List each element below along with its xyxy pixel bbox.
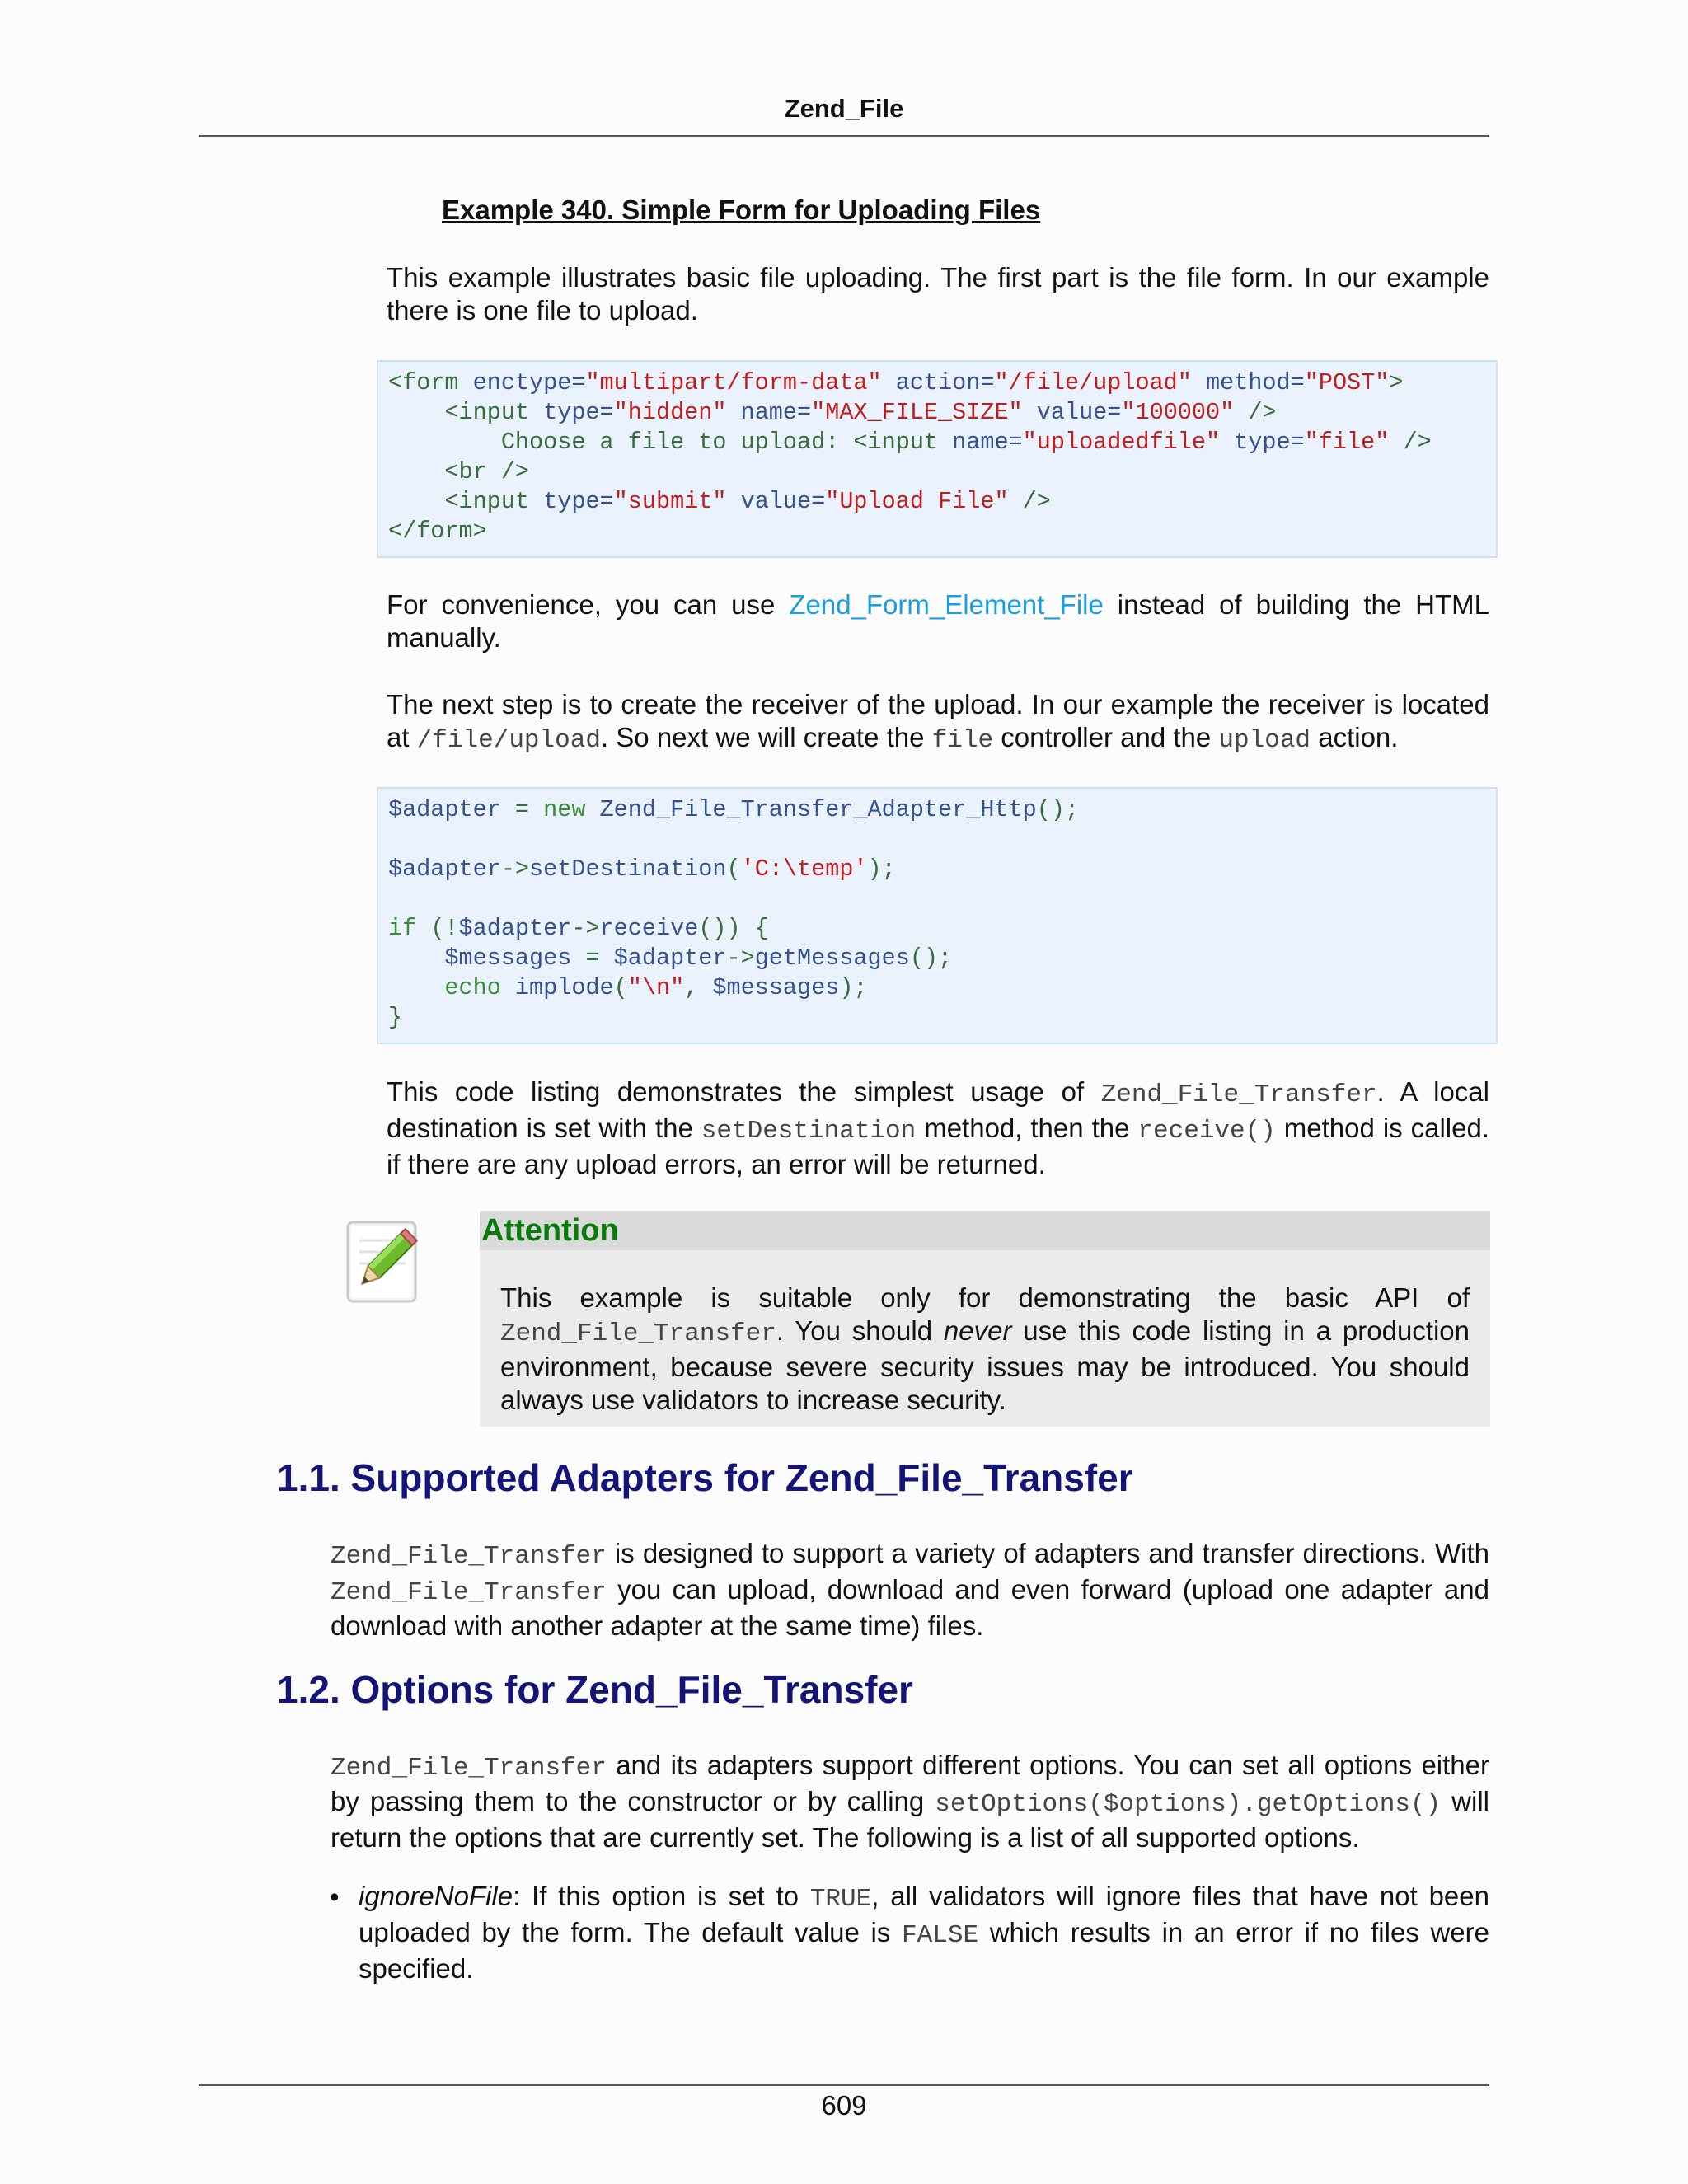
- pencil-note-icon: [340, 1216, 422, 1308]
- code-token: if: [388, 915, 417, 942]
- text: method is called.: [1275, 1113, 1489, 1143]
- running-head: Zend_File: [784, 94, 904, 123]
- section-1-1-paragraph: [331, 1537, 1489, 1643]
- example-title: Example 340. Simple Form for Uploading Files: [442, 194, 1041, 225]
- ignore-no-file-line-3: specified.: [359, 1953, 474, 1984]
- section-heading-1-2: 1.2. Options for Zend_File_Transfer: [277, 1668, 913, 1711]
- code-token: <input: [388, 488, 544, 515]
- code-token: <br />: [388, 458, 530, 485]
- code-token: getMessages: [754, 944, 910, 972]
- text: method, then the: [916, 1113, 1138, 1143]
- code-token: method=: [1191, 369, 1305, 396]
- intro-line-2: there is one file to upload.: [387, 295, 698, 326]
- page-number: 609: [821, 2090, 867, 2121]
- code-token: "uploadedfile": [1022, 429, 1221, 456]
- form-code: [388, 368, 1486, 546]
- code-token: echo: [388, 974, 501, 1001]
- code-token: value=: [726, 488, 826, 515]
- code-token: );: [839, 974, 868, 1001]
- listing-paragraph: [387, 1076, 1489, 1181]
- next-step-line-1: The next step is to create the receiver of the upload. In our example the receiver is located: [387, 689, 1489, 719]
- text: and its adapters support different options. You can set all options either: [606, 1750, 1489, 1780]
- code-token: (!: [416, 915, 459, 942]
- text: you can upload, download and even forward (upload one adapter and: [606, 1574, 1489, 1605]
- code-token: implode: [500, 974, 614, 1001]
- code-token: "POST": [1304, 369, 1390, 396]
- code-token: $adapter: [458, 915, 572, 942]
- convenience-text: instead of building the HTML: [1103, 589, 1489, 620]
- code-token: ->: [500, 855, 530, 883]
- attention-line-2: [500, 1315, 1470, 1351]
- code-token: new: [543, 796, 586, 823]
- set-options-code: setOptions($options).getOptions(): [935, 1790, 1442, 1819]
- code-token: ();: [1036, 796, 1080, 823]
- code-token: type=: [543, 488, 614, 515]
- convenience-text: For convenience, you can use: [387, 589, 790, 620]
- code-token: </form>: [388, 518, 487, 545]
- code-token: receive: [599, 915, 699, 942]
- listing-line-2: [387, 1112, 1489, 1148]
- code-token: <input: [388, 399, 544, 426]
- zend-file-transfer-code: Zend_File_Transfer: [331, 1754, 607, 1783]
- code-token: <form: [388, 369, 473, 396]
- section-1-2-line-3: return the options that are currently set. The following is a list of all supported options.: [331, 1822, 1360, 1853]
- section-1-1-line-1: [331, 1537, 1489, 1573]
- code-token: />: [1389, 429, 1432, 456]
- header-rule: [199, 135, 1489, 137]
- option-term: ignoreNoFile: [359, 1881, 513, 1911]
- section-heading-1-1: 1.1. Supported Adapters for Zend_File_Transfer: [277, 1456, 1133, 1499]
- php-code: [388, 795, 1486, 1033]
- listing-line-3: if there are any upload errors, an error will be returned.: [387, 1149, 1046, 1179]
- code-token: />: [1234, 399, 1277, 426]
- code-token: />: [1008, 488, 1051, 515]
- text: controller and the: [993, 722, 1219, 752]
- text: action.: [1311, 722, 1399, 752]
- form-code-block: [377, 360, 1498, 558]
- false-code: FALSE: [902, 1921, 979, 1950]
- ignore-no-file-item: [359, 1880, 1489, 1985]
- section-1-2-line-2: [331, 1785, 1489, 1821]
- convenience-line-1: [387, 588, 1489, 621]
- next-step-line-2: [387, 721, 1489, 757]
- text: : If this option is set to: [513, 1881, 810, 1911]
- attention-body: [480, 1250, 1490, 1427]
- code-token: Choose a file to upload:: [388, 429, 854, 456]
- true-code: TRUE: [809, 1885, 872, 1914]
- code-token: type=: [543, 399, 614, 426]
- code-token: $adapter: [613, 944, 727, 972]
- text: uploaded by the form. The default value is: [359, 1917, 903, 1947]
- file-code: file: [931, 726, 994, 755]
- text: . You should: [776, 1315, 944, 1346]
- ignore-no-file-line-2: [359, 1916, 1489, 1952]
- zend-file-transfer-code: Zend_File_Transfer: [500, 1319, 776, 1348]
- code-token: =: [571, 944, 614, 972]
- code-token: $adapter: [388, 796, 501, 823]
- upload-path-code: /file/upload: [416, 726, 601, 755]
- code-token: enctype=: [472, 369, 586, 396]
- code-token: $messages: [712, 974, 840, 1001]
- set-destination-code: setDestination: [701, 1117, 917, 1146]
- code-token: ();: [909, 944, 953, 972]
- text: , all validators will ignore files that have not been: [871, 1881, 1489, 1911]
- attention-line-4: always use validators to increase security.: [500, 1385, 1006, 1415]
- text: is designed to support a variety of adapters and transfer directions. With: [606, 1538, 1489, 1568]
- code-token: ->: [571, 915, 600, 942]
- text: This code listing demonstrates the simplest usage of: [387, 1076, 1101, 1107]
- zend-form-element-file-link[interactable]: Zend_Form_Element_File: [789, 589, 1104, 620]
- code-token: (: [726, 855, 741, 883]
- section-1-1-line-3: download with another adapter at the same time) files.: [331, 1610, 984, 1641]
- code-token: (: [613, 974, 628, 1001]
- code-token: "MAX_FILE_SIZE": [811, 399, 1023, 426]
- next-step-paragraph: [387, 688, 1489, 757]
- convenience-line-2: manually.: [387, 622, 501, 653]
- code-token: name=: [726, 399, 812, 426]
- code-token: "file": [1304, 429, 1390, 456]
- attention-line-1: This example is suitable only for demonstrating the basic API of: [500, 1282, 1470, 1313]
- text: by passing them to the constructor or by calling: [331, 1786, 935, 1816]
- section-1-2-paragraph: [331, 1749, 1489, 1854]
- text: which results in an error if no files were: [978, 1917, 1490, 1947]
- code-token: }: [388, 1004, 403, 1031]
- code-token: type=: [1220, 429, 1305, 456]
- text: destination is set with the: [387, 1113, 701, 1143]
- code-token: "\n": [627, 974, 685, 1001]
- code-token: 'C:\temp': [740, 855, 868, 883]
- code-token: $adapter: [388, 855, 501, 883]
- code-token: ->: [726, 944, 755, 972]
- code-token: >: [1389, 369, 1404, 396]
- section-1-2-line-1: [331, 1749, 1489, 1785]
- code-token: "multipart/form-data": [585, 369, 882, 396]
- zend-file-transfer-code: Zend_File_Transfer: [331, 1578, 607, 1607]
- attention-line-3: environment, because severe security issues may be introduced. You should: [500, 1352, 1470, 1382]
- code-token: <input: [853, 429, 953, 456]
- attention-title: Attention: [480, 1211, 1490, 1250]
- zend-file-transfer-code: Zend_File_Transfer: [1100, 1080, 1377, 1109]
- text: . A local: [1376, 1076, 1489, 1107]
- emphasis: never: [943, 1315, 1012, 1346]
- section-1-1-line-2: [331, 1573, 1489, 1610]
- zend-file-transfer-code: Zend_File_Transfer: [331, 1542, 607, 1571]
- code-token: "/file/upload": [994, 369, 1192, 396]
- code-token: $messages: [388, 944, 572, 972]
- code-token: action=: [881, 369, 995, 396]
- convenience-paragraph: [387, 588, 1489, 654]
- intro-paragraph: [387, 261, 1489, 327]
- php-code-block: [377, 787, 1498, 1044]
- text: use this code listing in a production: [1011, 1315, 1470, 1346]
- upload-code: upload: [1218, 726, 1311, 755]
- code-token: =: [500, 796, 544, 823]
- ignore-no-file-line-1: [359, 1880, 1489, 1916]
- code-token: "hidden": [613, 399, 727, 426]
- code-token: "submit": [613, 488, 727, 515]
- text: will: [1441, 1786, 1489, 1816]
- text: . So next we will create the: [600, 722, 932, 752]
- listing-line-1: [387, 1076, 1489, 1112]
- text: at: [387, 722, 417, 752]
- code-token: "100000": [1121, 399, 1235, 426]
- code-token: setDestination: [529, 855, 727, 883]
- intro-line-1: This example illustrates basic file uploading. The first part is the file form. In our example: [387, 262, 1489, 293]
- footer-rule: [199, 2084, 1489, 2086]
- code-token: Zend_File_Transfer_Adapter_Http: [585, 796, 1037, 823]
- code-token: );: [867, 855, 896, 883]
- code-token: name=: [952, 429, 1023, 456]
- code-token: value=: [1022, 399, 1122, 426]
- code-token: ()) {: [698, 915, 769, 942]
- receive-code: receive(): [1137, 1117, 1276, 1146]
- bullet-marker: •: [330, 1882, 340, 1912]
- code-token: ,: [684, 974, 713, 1001]
- code-token: "Upload File": [825, 488, 1009, 515]
